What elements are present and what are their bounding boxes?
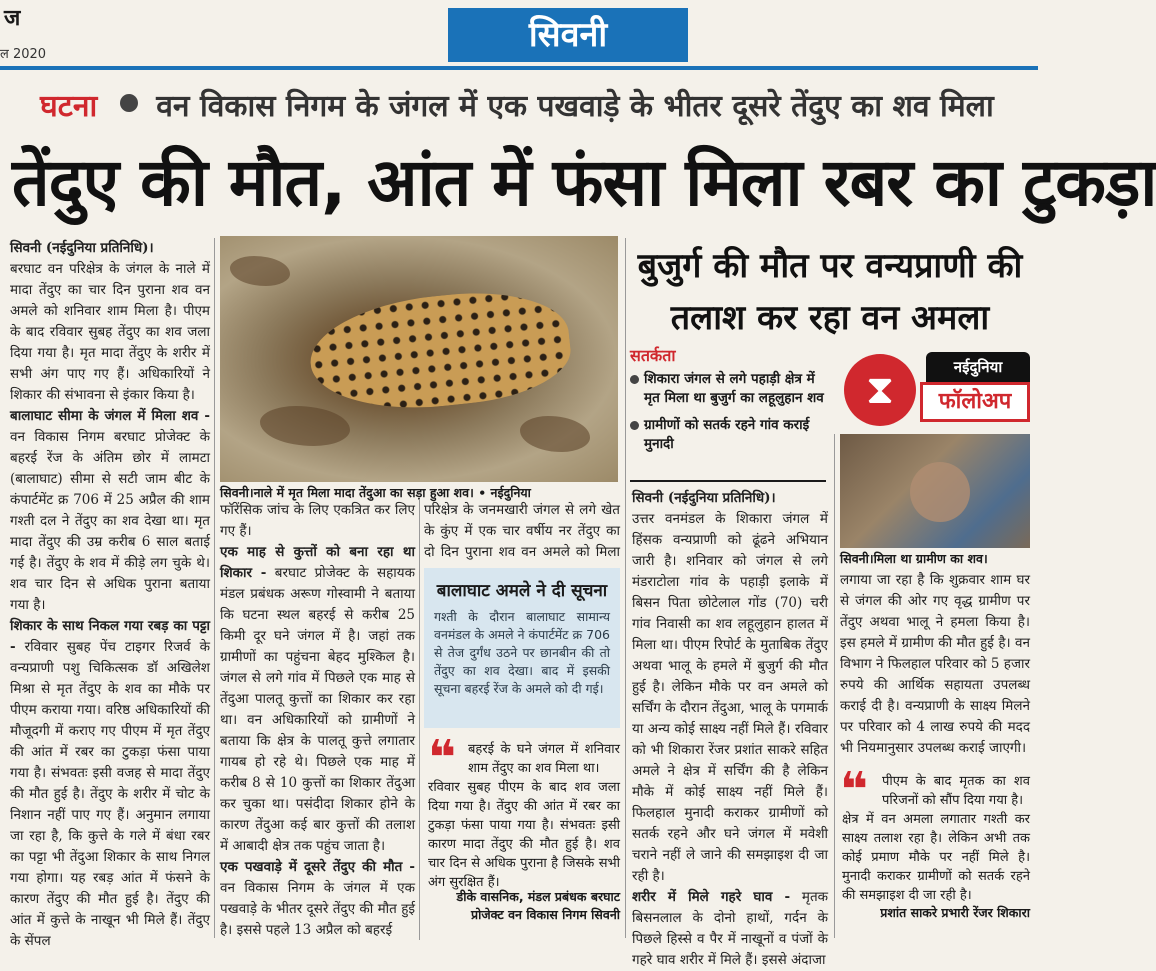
main-headline: तेंदुए की मौत, आंत में फंसा मिला रबर का टुकड़ा: [12, 144, 1156, 221]
quote1: [428, 730, 620, 892]
column-divider: [834, 434, 835, 938]
column-divider: [214, 238, 215, 938]
bullet-item: [630, 416, 830, 454]
photo2-caption: [840, 550, 1030, 568]
quote-icon: ❝: [428, 730, 457, 786]
story2-column-2: लगाया जा रहा है कि शुक्रवार शाम घर से जंगल की ओर गए वृद्ध ग्रामीण पर तेंदुए अथवा भालू ने हमला किया है। इस हमले में ग्रामीण की मौत हुई है। वन विभाग ने फिलहाल परिवार को 5 हजार रुपये की आर्थिक सहायता उपलब्ध कराई दी है। वन्यप्राणी के साक्ष्य मिलने पर परिवार को 4 लाख रुपये की मदद भी नियमानुसार उपलब्ध कराई जाएगी।: [840, 572, 1030, 756]
paragraph: बरघाट वन परिक्षेत्र के जंगल के नाले में मादा तेंदुए का चार दिन पुराना शव वन अमले को शनिवार शाम मिला है। पीएम के बाद रविवार सुबह तेंदुए का शव जला दिया गया है। मृत मादा तेंदुए के शरीर में सभी अंग पाए गए हैं। अधिकारियों ने शिकार की संभावना से इंकार किया है।: [10, 261, 210, 403]
paragraph: वन विकास निगम के जंगल में एक पखवाड़े के भीतर दूसरे तेंदुए की मौत हुई है। इससे पहले 13 अप्रैल को बहरई: [220, 880, 415, 938]
subhead: शरीर में मिले गहरे घाव -: [632, 889, 791, 905]
subhead: बालाघाट सीमा के जंगल में मिला शव -: [10, 408, 210, 424]
masthead-fragment: ज: [4, 6, 21, 31]
dateline: सिवनी (नईदुनिया प्रतिनिधि)।: [10, 240, 154, 256]
quote2: [840, 762, 1030, 905]
paragraph: मृतक बिसनलाल के दोनो हाथों, गर्दन के पिछले हिस्से व पैर में नाखूनों व पंजों के गहरे घाव शरीर में मिले हैं। इससे अंदाजा: [632, 889, 829, 968]
caption-place: सिवनी।: [220, 485, 254, 500]
bullet-icon: [630, 375, 639, 384]
story1-column-1: [10, 238, 210, 949]
subhead: एक माह से कुत्तों को बना रहा था शिकार -: [220, 544, 415, 581]
story1-column-2: [220, 500, 415, 940]
masthead-bar: [0, 0, 1038, 72]
quote2-signature: प्रशांत साकरे प्रभारी रेंजर शिकारा: [880, 905, 1030, 920]
quote-text: रविवार सुबह पीएम के बाद शव जला दिया गया है। तेंदुए की आंत में रबर का टुकड़ा फंसा पाया गया है। संभवतः इसी कारण मादा तेंदुए की मौत हुई है। शव चार दिन से अधिक पुराना है जिसके सभी अंग सुरक्षित हैं।: [428, 780, 620, 890]
edition-date: ल 2020: [0, 47, 47, 62]
quote-lead: पीएम के बाद मृतक का शव परिजनों को सौंप दिया गया है।: [882, 774, 1030, 808]
paragraph: उत्तर वनमंडल के शिकारा जंगल में हिंसक वन्यप्राणी को ढूंढने अभियान जारी है। शनिवार को जंगल से लगे मंडराटोला गांव के पहाड़ी इलाके में बिसन पिता छोटेलाल गोंड (70) चरी गांव निवासी का शव लहूलुहान हालत में मिला था। पीएम रिपोर्ट के मुताबिक तेंदुए अथवा भालू के हमले में बुजुर्ग की मौत हुई है। लेकिन मौके पर वन अमले को सर्चिंग के दौरान तेंदुआ, भालू के पगमार्क या अन्य कोई साक्ष्य नहीं मिले हैं। रविवार को भी शिकारा रेंजर प्रशांत साकरे सहित अमले ने क्षेत्र में सर्चिंग की है लेकिन मौके में कोई साक्ष्य नहीं मिले हैं। फिलहाल मुनादी कराकर ग्रामीणों को सतर्क रहने और घने जंगल में मवेशी चराने नहीं ले जाने की समझाइश दी जा रही है।: [632, 511, 828, 884]
quote-text: क्षेत्र में वन अमला लगातार गश्ती कर साक्ष्य तलाश रहा है। लेकिन अभी तक कोई प्रमाण मौके पर नहीं मिले है। मुनादी कराकर ग्रामीणों को सतर्क रहने की समझाइश दी जा रही है।: [842, 812, 1030, 903]
followup-label: फॉलोअप: [920, 382, 1030, 422]
followup-brand: नईदुनिया: [926, 352, 1030, 382]
story2-bullets: [630, 370, 830, 462]
followup-badge: [840, 352, 1032, 432]
info-box-title: बालाघाट अमले ने दी सूचना: [436, 581, 608, 601]
paragraph: फॉरेंसिक जांच के लिए एकत्रित कर लिए गए हैं।: [220, 502, 415, 539]
info-box: [424, 568, 620, 728]
kicker-tag: घटना: [40, 89, 98, 124]
info-box-text: गश्ती के दौरान बालाघाट सामान्य वनमंडल के अमले ने कंपार्टमेंट क्र 706 से तेज दुर्गंध उठने पर छानबीन की तो तेंदुए का शव देखा। बाद में इसकी सूचना बहरई रेंज के अमले को दी गई।: [434, 609, 610, 696]
bullet-text: शिकारा जंगल से लगे पहाड़ी क्षेत्र में मृत मिला था बुजुर्ग का लहूलुहान शव: [644, 371, 824, 406]
villager-photo: [840, 434, 1030, 548]
quote-lead: बहरई के घने जंगल में शनिवार शाम तेंदुए का शव मिला था।: [468, 742, 620, 776]
bullet-icon: [120, 94, 138, 112]
caption-text: नाले में मृत मिला मादा तेंदुआ का सड़ा हुआ शव।: [253, 485, 474, 500]
kicker: [40, 84, 994, 134]
subhead: शिकार के साथ निकल गया रबड़ का पट्टा -: [10, 618, 210, 655]
story2-tag: सतर्कता: [630, 346, 676, 365]
bullet-item: [630, 370, 830, 408]
caption-place: सिवनी।: [840, 551, 874, 566]
divider-rule: [630, 480, 826, 482]
leaf-shape: [230, 256, 290, 286]
quote-icon: ❝: [840, 762, 869, 818]
leopard-photo: [220, 236, 618, 482]
column-divider: [625, 238, 626, 938]
leopard-body: [305, 283, 575, 420]
leaf-shape: [260, 406, 350, 446]
story2-headline: बुजुर्ग की मौत पर वन्यप्राणी की तलाश कर रहा वन अमला: [637, 246, 1023, 338]
leaf-shape: [520, 416, 590, 452]
bullet-text: ग्रामीणों को सतर्क रहने गांव कराई मुनादी: [644, 417, 810, 452]
kicker-text: वन विकास निगम के जंगल में एक पखवाड़े के भीतर दूसरे तेंदुए का शव मिला: [156, 89, 994, 124]
photo-subject: [910, 462, 970, 522]
hourglass-icon: ⧗: [865, 367, 895, 413]
caption-text: मिला था ग्रामीण का शव।: [873, 551, 988, 566]
paragraph: रविवार सुबह पेंच टाइगर रिजर्व के वन्यप्राणी पशु चिकित्सक डॉ अखिलेश मिश्रा से मृत तेंदुए के शव का मौके पर पीएम कराया गया। वरिष्ठ अधिकारियों की मौजूदगी में कराए गए पीएम में मृत तेंदुए की आंत में रबर का टुकड़ा फंसा पाया गया है। संभवतः इसी वजह से मादा तेंदुए की मौत हुई है। तेंदुए के शरीर में चोट के निशान नहीं पाए गए हैं। अनुमान लगाया जा रहा है, कि कुत्ते के गले में बंधा रबर का पट्टा भी तेंदुआ शिकार के साथ निगल गया होगा। यह रबड़ आंत में फंसने के कारण तेंदुए की मौत हुई है। तेंदुए की आंत में कुत्ते के नाखून भी मिले हैं। तेंदुए के सेंपल: [10, 639, 210, 949]
caption-credit: • नईदुनिया: [478, 485, 531, 500]
quote1-signature: डीके वासनिक, मंडल प्रबंधक बरघाट प्रोजेक्ट वन विकास निगम सिवनी: [456, 889, 620, 922]
paragraph: वन विकास निगम बरघाट प्रोजेक्ट के बहरई रेंज के अंतिम छोर में लामटा (बालाघाट) सीमा से सटी जाम बीट के कंपार्टमेंट क्र 706 में 25 अप्रैल की शाम गश्ती दल ने तेंदुए का शव देखा था। मृत मादा तेंदुए की उम्र करीब 6 साल बताई गई है। तेंदुए के शव में कीड़े लग चुके थे। शव चार दिन से अधिक पुराना बताया गया है।: [10, 429, 210, 613]
bullet-icon: [630, 421, 639, 430]
dateline: सिवनी (नईदुनिया प्रतिनिधि)।: [632, 490, 776, 506]
story1-column-3: परिक्षेत्र के जनमखारी जंगल से लगे खेत के कुंए में एक चार वर्षीय नर तेंदुए का दो दिन पुराना शव वन अमले को मिला: [424, 502, 620, 560]
story2-column-1: [632, 488, 829, 968]
city-section-tab: सिवनी: [448, 8, 688, 62]
paragraph: बरघाट प्रोजेक्ट के सहायक मंडल प्रबंधक अरूण गोस्वामी ने बताया कि घटना स्थल बहरई से करीब 25 किमी दूर घने जंगल में है। जहां तक ग्रामीणों का पहुंचना बेहद मुश्किल है। जंगल से लगे गांव में पिछले एक माह से तेंदुआ पालतू कुत्तों का शिकार कर रहा था। वन अधिकारियों को ग्रामीणों ने बताया कि क्षेत्र के पालतू कुत्ते लगातार गायब हो रहे थे। पिछले एक माह में करीब 8 से 10 कुत्तों का शिकार तेंदुआ कर चुका था। पसंदीदा शिकार होने के कारण तेंदुआ कई बार कुत्तों की तलाश में आबादी क्षेत्र तक पहुंच जाता है।: [220, 565, 415, 854]
subhead: एक पखवाड़े में दूसरे तेंदुए की मौत -: [220, 859, 415, 875]
column-divider: [419, 500, 420, 940]
top-rule: [0, 66, 1038, 70]
